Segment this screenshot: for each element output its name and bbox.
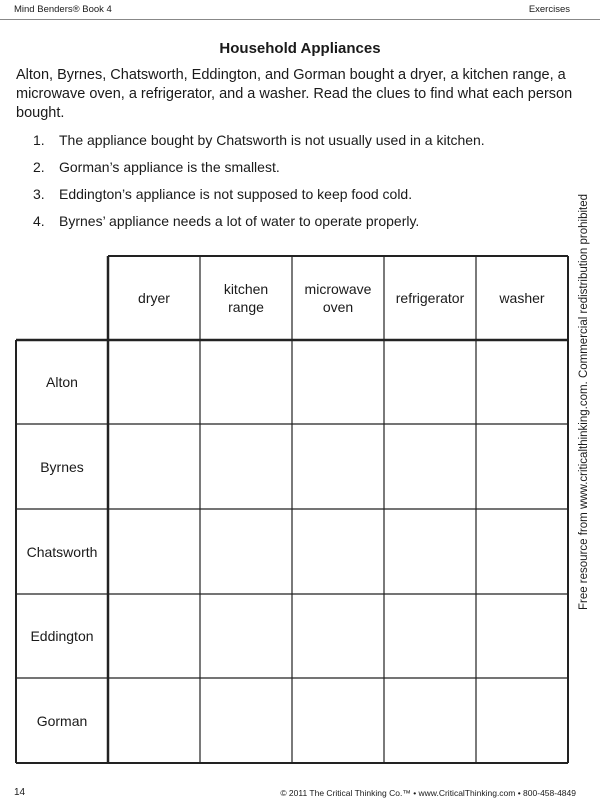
page-title: Household Appliances — [219, 40, 381, 57]
grid-cell[interactable] — [478, 342, 566, 422]
row-header-alton: Alton — [46, 374, 78, 390]
column-header-microwave-oven: microwave oven — [304, 281, 372, 315]
clue-number: 4. — [33, 213, 45, 229]
grid-cell[interactable] — [110, 511, 198, 592]
grid-cell[interactable] — [202, 511, 290, 592]
column-header-refrigerator: refrigerator — [395, 290, 465, 306]
clue-text: Eddington’s appliance is not supposed to keep food cold. — [59, 186, 413, 202]
grid-cell[interactable] — [294, 342, 382, 422]
grid-cell[interactable] — [386, 680, 474, 761]
grid-cell[interactable] — [386, 596, 474, 676]
grid-cell[interactable] — [202, 426, 290, 507]
grid-cell[interactable] — [202, 342, 290, 422]
clue-number: 1. — [33, 132, 45, 148]
side-notice-text: Free resource from www.criticalthinking.com. Commercial redistribution prohibited — [578, 193, 590, 611]
clue-text: Gorman’s appliance is the smallest. — [59, 159, 280, 175]
grid-cell[interactable] — [202, 680, 290, 761]
intro-paragraph: Alton, Byrnes, Chatsworth, Eddington, and Gorman bought a dryer, a kitchen range, a microwave oven, a refrigerator, and a washer. Read the clues to find what each person bought. — [16, 67, 573, 121]
header-book-title: Mind Benders® Book 4 — [14, 4, 112, 15]
header-section: Exercises — [528, 4, 570, 15]
clue-number: 3. — [33, 186, 45, 202]
grid-cell[interactable] — [478, 596, 566, 676]
grid-cell[interactable] — [294, 596, 382, 676]
grid-cell[interactable] — [202, 596, 290, 676]
clue-number: 2. — [33, 159, 45, 175]
column-header-kitchen-range: kitchen range — [223, 281, 269, 315]
clue-text: The appliance bought by Chatsworth is not usually used in a kitchen. — [59, 132, 485, 148]
grid-cell[interactable] — [478, 426, 566, 507]
grid-cell[interactable] — [478, 511, 566, 592]
grid-cell[interactable] — [386, 342, 474, 422]
grid-cell[interactable] — [110, 596, 198, 676]
grid-cell[interactable] — [386, 426, 474, 507]
grid-cell[interactable] — [110, 680, 198, 761]
column-header-washer: washer — [499, 290, 545, 306]
grid-cell[interactable] — [386, 511, 474, 592]
page-number: 14 — [14, 787, 26, 798]
grid-cell[interactable] — [294, 511, 382, 592]
row-header-eddington: Eddington — [30, 628, 94, 644]
grid-cell[interactable] — [294, 680, 382, 761]
grid-cell[interactable] — [110, 426, 198, 507]
grid-cell[interactable] — [478, 680, 566, 761]
row-header-byrnes: Byrnes — [40, 458, 84, 475]
grid-cell[interactable] — [294, 426, 382, 507]
clue-text: Byrnes’ appliance needs a lot of water to operate properly. — [59, 213, 420, 229]
column-header-dryer: dryer — [138, 290, 170, 306]
footer-copyright: © 2011 The Critical Thinking Co.™ • www.CriticalThinking.com • 800-458-4849 — [280, 788, 576, 798]
grid-cell[interactable] — [110, 342, 198, 422]
row-header-gorman: Gorman — [36, 712, 88, 729]
row-header-chatsworth: Chatsworth — [26, 543, 98, 560]
